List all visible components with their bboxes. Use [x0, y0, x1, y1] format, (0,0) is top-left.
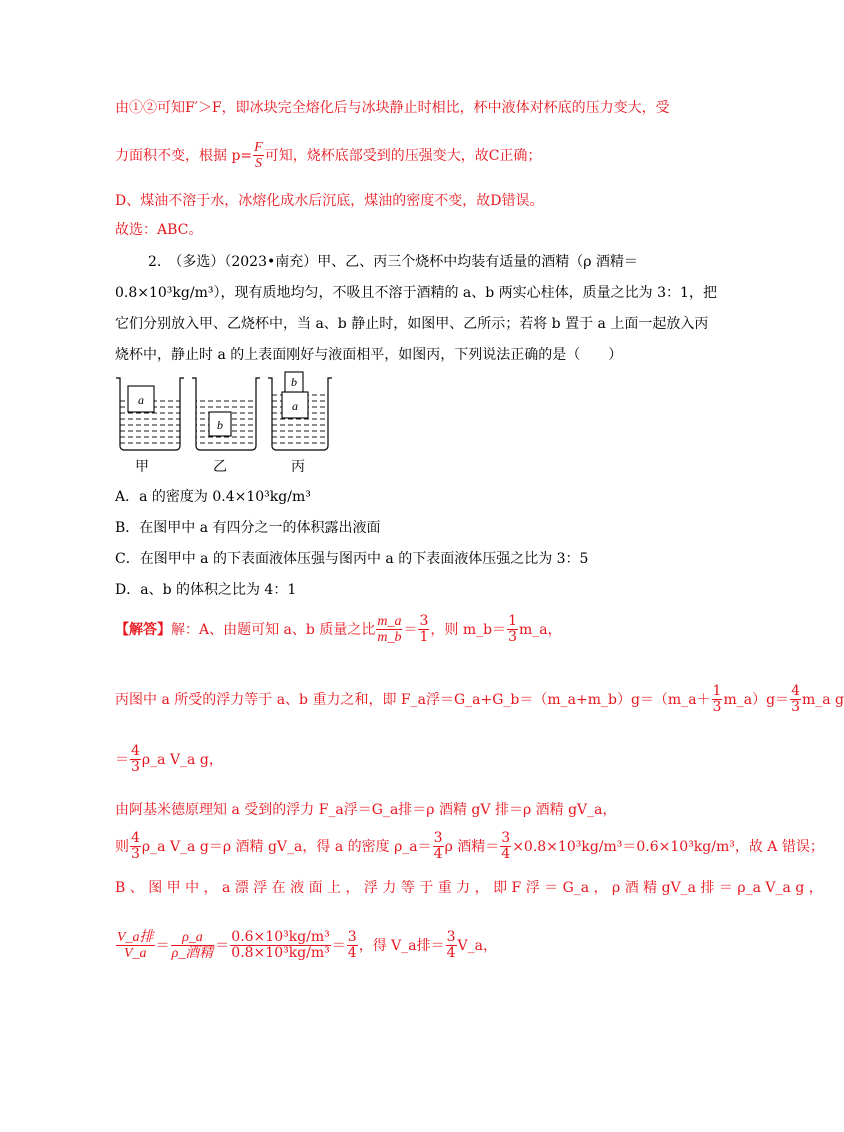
answer-line-4: 由阿基米德原理知 a 受到的浮力 F_a浮＝G_a排＝ρ 酒精 gV 排＝ρ 酒精 gV_a，: [115, 802, 617, 818]
caption-jia: 甲: [135, 459, 149, 475]
mass-ratio-fraction: $\frac{m\_a}{m\_b}$: [377, 614, 402, 646]
one-third-fraction: $\frac{1}{3}$: [508, 613, 517, 646]
beaker-bing: [268, 372, 332, 450]
option-d: D．a、b 的体积之比为 4：1: [115, 582, 297, 598]
prev-answer-line-3: D、煤油不溶于水，冰熔化成水后沉底，煤油的密度不变，故D错误。: [115, 193, 544, 209]
three-quarters-fraction-4: $\frac{3}{4}$: [446, 929, 456, 962]
caption-yi: 乙: [213, 459, 227, 475]
prev-line2-text-a: 力面积不变，根据 p=: [115, 147, 253, 164]
prev-answer-line-2: [115, 140, 541, 172]
three-quarters-fraction: $\frac{3}{4}$: [433, 830, 443, 863]
three-quarters-fraction-3: $\frac{3}{4}$: [347, 929, 357, 962]
prev-answer-line-4: 故选：ABC。: [115, 222, 203, 238]
beaker-yi: [192, 378, 260, 450]
block-b-bing-label: b: [291, 375, 297, 389]
answer-line-1: 【解答】解：A、由题可知 a、b 质量之比 $\frac{m\_a}{m\_b}$ ＝ $\frac{3}{1}$ ，则 m_b＝ $\frac{1}{3}$ m_a，: [115, 613, 562, 646]
answer-line-7: $\frac{\text{V\_a排}}{V\_a}$ ＝ $\frac{\rho\_a}{\text{ρ\_酒精}}$ ＝ $\frac{\text{0.6×10³kg/m³}}{\text{0.8×10³kg/m³}}$ ＝ $\frac{3}{4}$ ，得 V_a排＝ $\frac{3}{4}$ V_a，: [117, 929, 498, 962]
prev-answer-line-1: 由①②可知F′＞F，即冰块完全熔化后与冰块静止时相比，杯中液体对杯底的压力变大，受: [115, 100, 670, 116]
three-quarters-fraction-2: $\frac{3}{4}$: [501, 830, 511, 863]
option-b: B．在图甲中 a 有四分之一的体积露出液面: [115, 520, 381, 536]
four-thirds-fraction-3: $\frac{4}{3}$: [131, 830, 140, 863]
volume-ratio-fraction: $\frac{\text{V\_a排}}{V\_a}$: [117, 930, 154, 962]
answer-line-2: 丙图中 a 所受的浮力等于 a、b 重力之和，即 F_a浮＝G_a+G_b＝（m_a+m_b）g＝（m_a＋ $\frac{1}{3}$ m_a）g＝ $\frac{4}{3}$ m_a g: [115, 683, 844, 716]
answer-line-6: B 、 图 甲 中 ， a 漂 浮 在 液 面 上 ， 浮 力 等 于 重 力 ， 即 F 浮 ＝ G_a ， ρ 酒 精 gV_a 排 ＝ ρ_a V_a g ，: [115, 880, 823, 896]
block-b-yi-label: b: [217, 418, 223, 432]
ratio-3-1-fraction: $\frac{3}{1}$: [419, 613, 429, 646]
density-values-fraction: $\frac{\text{0.6×10³kg/m³}}{\text{0.8×10³kg/m³}}$: [231, 929, 330, 962]
question-line-2: 0.8×10³kg/m³），现有质地均匀，不吸且不溶于酒精的 a、b 两实心柱体，质量之比为 3：1，把: [115, 285, 717, 301]
answer-line-5: 则 $\frac{4}{3}$ ρ_a V_a g＝ρ 酒精 gV_a，得 a 的密度 ρ_a＝ $\frac{3}{4}$ ρ 酒精＝ $\frac{3}{4}$ ×0.8×10³kg/m³＝0.6×10³kg/m³，故 A 错误；: [115, 830, 824, 863]
question-line-1: 2. （多选）（2023•南充）甲、乙、丙三个烧杯中均装有适量的酒精（ρ 酒精＝: [148, 254, 638, 270]
block-a-bing-label: a: [292, 399, 298, 413]
one-third-fraction-2: $\frac{1}{3}$: [712, 683, 722, 716]
answer-line-3: ＝ $\frac{4}{3}$ ρ_a V_a g，: [115, 743, 223, 776]
four-thirds-fraction-2: $\frac{4}{3}$: [131, 743, 140, 776]
option-c: C．在图甲中 a 的下表面液体压强与图丙中 a 的下表面液体压强之比为 3：5: [115, 551, 589, 567]
question-line-3: 它们分别放入甲、乙烧杯中，当 a、b 静止时，如图甲、乙所示；若将 b 置于 a 上面一起放入丙: [115, 316, 709, 332]
caption-bing: 丙: [291, 459, 305, 475]
answer-tag: 【解答】: [115, 621, 171, 638]
density-ratio-fraction: $\frac{\rho\_a}{\text{ρ\_酒精}}$: [171, 930, 214, 962]
pressure-fraction: $\frac{F}{S}$: [254, 140, 263, 172]
option-a: A．a 的密度为 0.4×10³kg/m³: [115, 489, 311, 505]
four-thirds-fraction: $\frac{4}{3}$: [791, 683, 800, 716]
block-a-jia-label: a: [138, 393, 144, 407]
prev-line2-text-b: 可知，烧杯底部受到的压强变大，故C正确；: [264, 147, 542, 164]
question-line-4: 烧杯中，静止时 a 的上表面刚好与液面相平，如图丙，下列说法正确的是（ ）: [115, 347, 623, 363]
beaker-jia: [116, 378, 184, 450]
